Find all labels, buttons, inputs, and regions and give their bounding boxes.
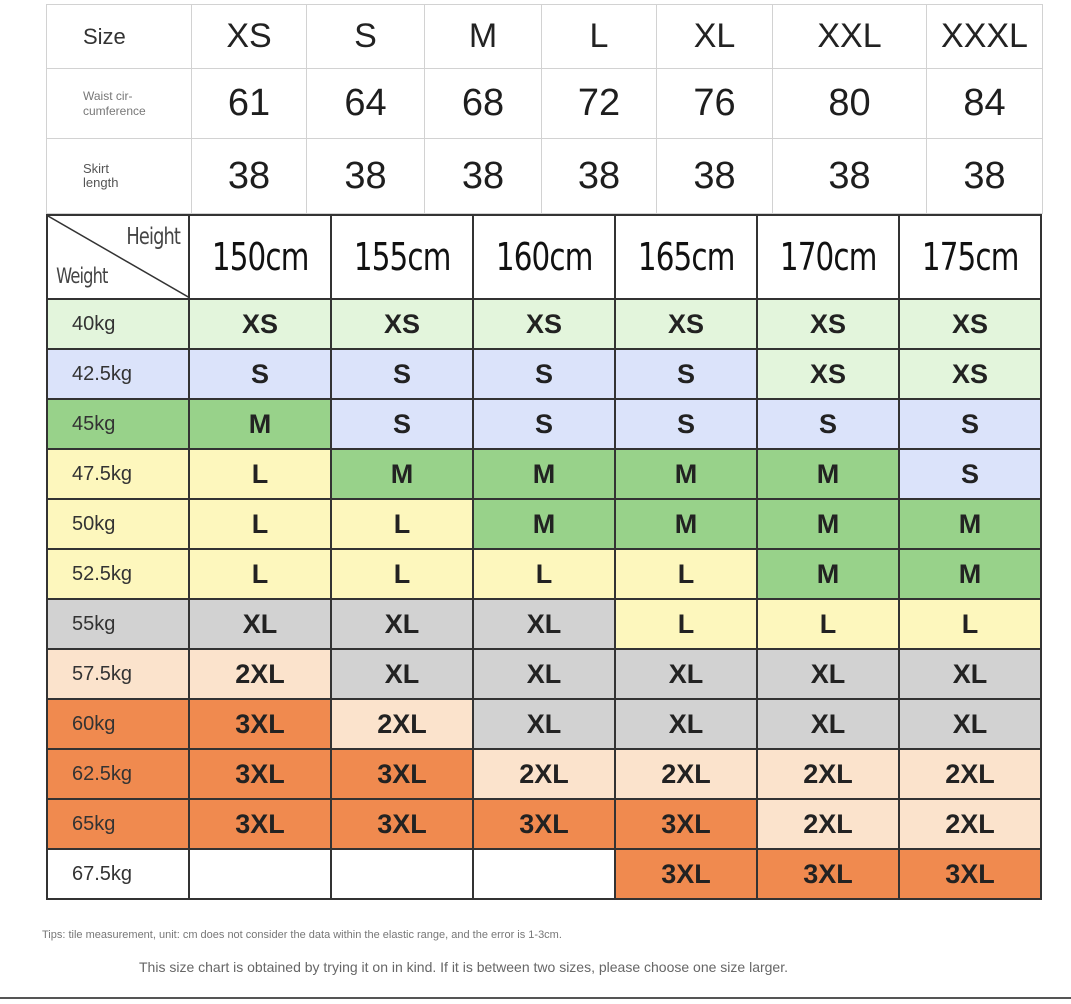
size-cell: M [189, 399, 331, 449]
size-cell: XL [899, 649, 1041, 699]
waist-label-line: cumference [83, 103, 146, 118]
skirt-row [47, 139, 1043, 214]
skirt-label-line: length [83, 175, 119, 190]
height-header-text: 160cm [495, 235, 593, 279]
skirt-value: 38 [425, 139, 542, 214]
skirt-value: 38 [192, 139, 307, 214]
matrix-body [47, 299, 1041, 899]
size-cell: 2XL [757, 799, 899, 849]
waist-value: 64 [307, 69, 425, 139]
weight-row [47, 499, 1041, 549]
weight-label: 60kg [47, 699, 189, 749]
size-cell: S [331, 399, 473, 449]
size-cell: 2XL [473, 749, 615, 799]
size-cell: XL [615, 649, 757, 699]
weight-row [47, 549, 1041, 599]
weight-label: 50kg [47, 499, 189, 549]
weight-label: 67.5kg [47, 849, 189, 899]
size-cell: 2XL [331, 699, 473, 749]
size-cell: M [899, 499, 1041, 549]
size-cell: 2XL [189, 649, 331, 699]
skirt-label-line: Skirt [83, 161, 109, 176]
weight-label: 40kg [47, 299, 189, 349]
size-cell: L [189, 449, 331, 499]
size-cell: M [757, 549, 899, 599]
size-cell: L [757, 599, 899, 649]
measurement-table [46, 4, 1043, 214]
size-cell: S [757, 399, 899, 449]
size-cell: 3XL [189, 699, 331, 749]
waist-value: 68 [425, 69, 542, 139]
size-cell: XL [757, 699, 899, 749]
size-cell: L [331, 499, 473, 549]
weight-row [47, 849, 1041, 899]
waist-label-line: Waist cir- [83, 88, 133, 103]
weight-row [47, 449, 1041, 499]
waist-value: 61 [192, 69, 307, 139]
size-cell: XL [473, 699, 615, 749]
height-header [757, 215, 899, 299]
size-cell: XS [331, 299, 473, 349]
weight-label: 42.5kg [47, 349, 189, 399]
size-cell: L [331, 549, 473, 599]
size-cell: 2XL [615, 749, 757, 799]
size-cell [331, 849, 473, 899]
size-cell: 3XL [189, 749, 331, 799]
size-cell: XS [757, 299, 899, 349]
size-cell: L [615, 549, 757, 599]
size-cell: M [331, 449, 473, 499]
skirt-value: 38 [927, 139, 1043, 214]
size-cell [473, 849, 615, 899]
waist-value: 80 [773, 69, 927, 139]
size-cell: S [331, 349, 473, 399]
size-cell: L [189, 499, 331, 549]
weight-label: 45kg [47, 399, 189, 449]
size-cell: L [473, 549, 615, 599]
size-cell: XS [899, 299, 1041, 349]
size-note: This size chart is obtained by trying it on in kind. If it is between two sizes, please choose one size larger. [139, 959, 788, 975]
size-cell: 3XL [899, 849, 1041, 899]
height-axis-label: Height [125, 224, 180, 250]
weight-row [47, 649, 1041, 699]
height-header [331, 215, 473, 299]
size-cell [189, 849, 331, 899]
size-cell: S [899, 399, 1041, 449]
height-header-text: 150cm [211, 235, 309, 279]
size-cell: XL [899, 699, 1041, 749]
matrix-corner [47, 215, 189, 299]
size-cell: XS [189, 299, 331, 349]
size-cell: S [473, 399, 615, 449]
size-cell: M [757, 499, 899, 549]
waist-value: 76 [657, 69, 773, 139]
size-cell: 2XL [899, 799, 1041, 849]
size-cell: S [615, 349, 757, 399]
size-cell: XL [331, 599, 473, 649]
waist-value: 84 [927, 69, 1043, 139]
weight-label: 52.5kg [47, 549, 189, 599]
size-matrix [46, 214, 1042, 900]
size-cell: 3XL [189, 799, 331, 849]
height-header [615, 215, 757, 299]
size-cell: XL [189, 599, 331, 649]
weight-row [47, 699, 1041, 749]
size-cell: S [615, 399, 757, 449]
bottom-divider [0, 997, 1071, 999]
weight-axis-label: Weight [56, 264, 108, 288]
size-cell: XL [473, 649, 615, 699]
size-cell: L [189, 549, 331, 599]
height-header [189, 215, 331, 299]
size-cell: XS [899, 349, 1041, 399]
size-cell: S [899, 449, 1041, 499]
size-cell: XL [473, 599, 615, 649]
skirt-value: 38 [307, 139, 425, 214]
size-cell: XL [757, 649, 899, 699]
height-header-text: 175cm [921, 235, 1019, 279]
weight-label: 55kg [47, 599, 189, 649]
size-cell: XL [615, 699, 757, 749]
size-header: L [542, 5, 657, 69]
tips-text: Tips: tile measurement, unit: cm does not consider the data within the elastic range, and the error is 1-3cm. [42, 929, 562, 941]
size-cell: L [615, 599, 757, 649]
height-header-text: 170cm [779, 235, 877, 279]
weight-label: 47.5kg [47, 449, 189, 499]
size-cell: L [899, 599, 1041, 649]
weight-row [47, 399, 1041, 449]
size-cell: 3XL [473, 799, 615, 849]
size-cell: XS [757, 349, 899, 399]
size-cell: 3XL [615, 849, 757, 899]
skirt-value: 38 [773, 139, 927, 214]
size-cell: 2XL [899, 749, 1041, 799]
size-header: XS [192, 5, 307, 69]
size-header: XXL [773, 5, 927, 69]
size-header: XL [657, 5, 773, 69]
skirt-value: 38 [542, 139, 657, 214]
skirt-value: 38 [657, 139, 773, 214]
weight-row [47, 799, 1041, 849]
weight-label: 62.5kg [47, 749, 189, 799]
size-cell: 3XL [331, 749, 473, 799]
size-cell: 3XL [757, 849, 899, 899]
skirt-label [47, 139, 192, 214]
weight-row [47, 599, 1041, 649]
size-cell: M [757, 449, 899, 499]
weight-label: 57.5kg [47, 649, 189, 699]
size-cell: M [615, 499, 757, 549]
size-header: M [425, 5, 542, 69]
waist-row [47, 69, 1043, 139]
weight-row [47, 349, 1041, 399]
size-header: S [307, 5, 425, 69]
weight-row [47, 749, 1041, 799]
size-cell: M [473, 449, 615, 499]
waist-value: 72 [542, 69, 657, 139]
weight-row [47, 299, 1041, 349]
height-header-row [47, 215, 1041, 299]
size-cell: S [189, 349, 331, 399]
size-cell: M [615, 449, 757, 499]
size-cell: M [899, 549, 1041, 599]
size-cell: S [473, 349, 615, 399]
size-header: XXXL [927, 5, 1043, 69]
height-header [899, 215, 1041, 299]
size-cell: M [473, 499, 615, 549]
size-cell: 3XL [331, 799, 473, 849]
height-header-text: 155cm [353, 235, 451, 279]
height-header [473, 215, 615, 299]
height-header-text: 165cm [637, 235, 735, 279]
size-cell: 3XL [615, 799, 757, 849]
weight-label: 65kg [47, 799, 189, 849]
size-cell: XS [473, 299, 615, 349]
size-label: Size [47, 5, 192, 69]
size-cell: XS [615, 299, 757, 349]
size-row [47, 5, 1043, 69]
size-cell: 2XL [757, 749, 899, 799]
size-cell: XL [331, 649, 473, 699]
waist-label [47, 69, 192, 139]
